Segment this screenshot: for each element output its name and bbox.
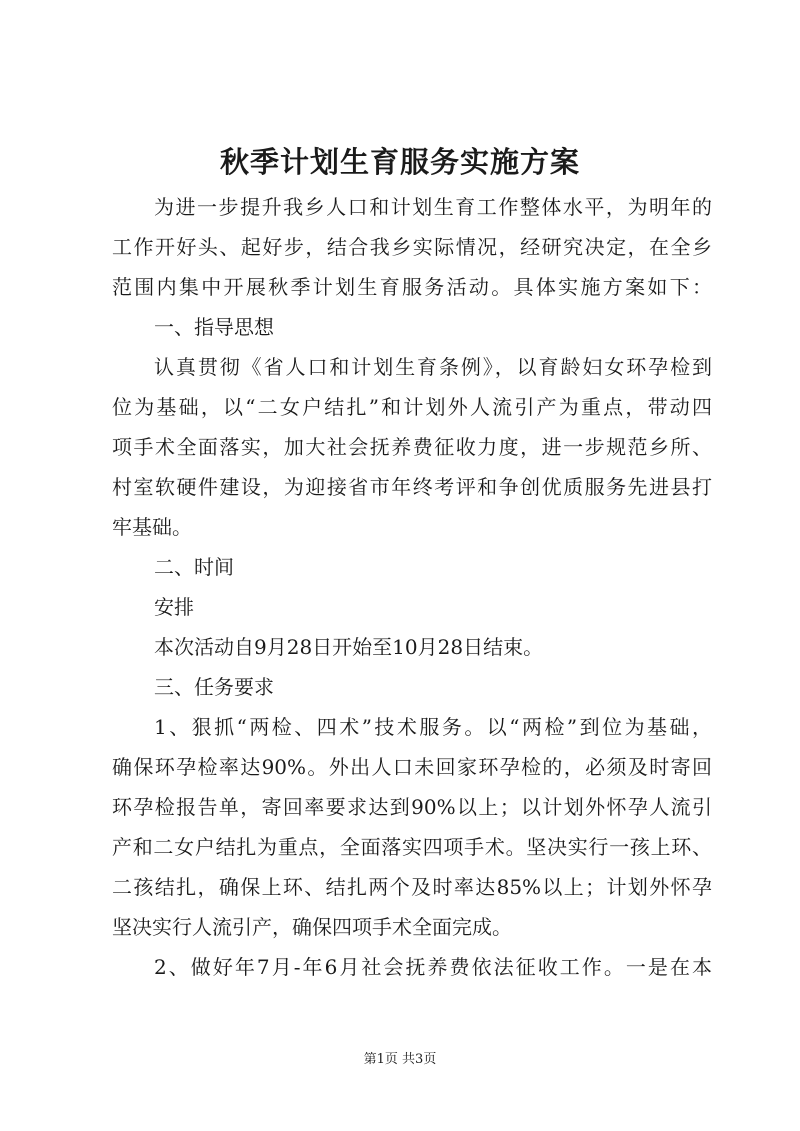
text-line: 2、做好年7月-年6月社会抚养费依法征收工作。一是在本 — [154, 955, 712, 979]
text-line: 1、狠抓“两检、四术”技术服务。以“两检”到位为基础， — [154, 715, 712, 739]
text-line: 村室软硬件建设，为迎接省市年终考评和争创优质服务先进县打 — [112, 475, 712, 499]
text-line: 范围内集中开展秋季计划生育服务活动。具体实施方案如下： — [112, 275, 712, 299]
text-line: 认真贯彻《省人口和计划生育条例》，以育龄妇女环孕检到 — [154, 355, 712, 379]
text-line: 三、任务要求 — [154, 675, 274, 699]
page-footer: 第1页 共3页 — [363, 1052, 437, 1067]
document-body — [112, 187, 712, 987]
text-line: 为进一步提升我乡人口和计划生育工作整体水平，为明年的 — [154, 195, 712, 219]
document-title: 秋季计划生育服务实施方案 — [219, 145, 580, 179]
text-line: 确保环孕检率达90%。外出人口未回家环孕检的，必须及时寄回 — [112, 755, 712, 779]
text-line: 二、时间 — [154, 555, 234, 579]
text-line: 牢基础。 — [112, 515, 192, 539]
text-line: 安排 — [154, 595, 194, 619]
text-line: 一、指导思想 — [154, 315, 274, 339]
text-line: 项手术全面落实，加大社会抚养费征收力度，进一步规范乡所、 — [112, 435, 712, 459]
text-line: 坚决实行人流引产，确保四项手术全面完成。 — [112, 915, 512, 939]
text-line: 本次活动自9月28日开始至10月28日结束。 — [154, 635, 544, 659]
text-line: 二孩结扎，确保上环、结扎两个及时率达85%以上；计划外怀孕 — [112, 875, 712, 899]
text-line: 产和二女户结扎为重点，全面落实四项手术。坚决实行一孩上环、 — [112, 835, 712, 859]
text-line: 环孕检报告单，寄回率要求达到90%以上；以计划外怀孕人流引 — [112, 795, 712, 819]
text-line: 工作开好头、起好步，结合我乡实际情况，经研究决定，在全乡 — [112, 235, 712, 259]
text-line: 位为基础，以“二女户结扎”和计划外人流引产为重点，带动四 — [112, 395, 712, 419]
